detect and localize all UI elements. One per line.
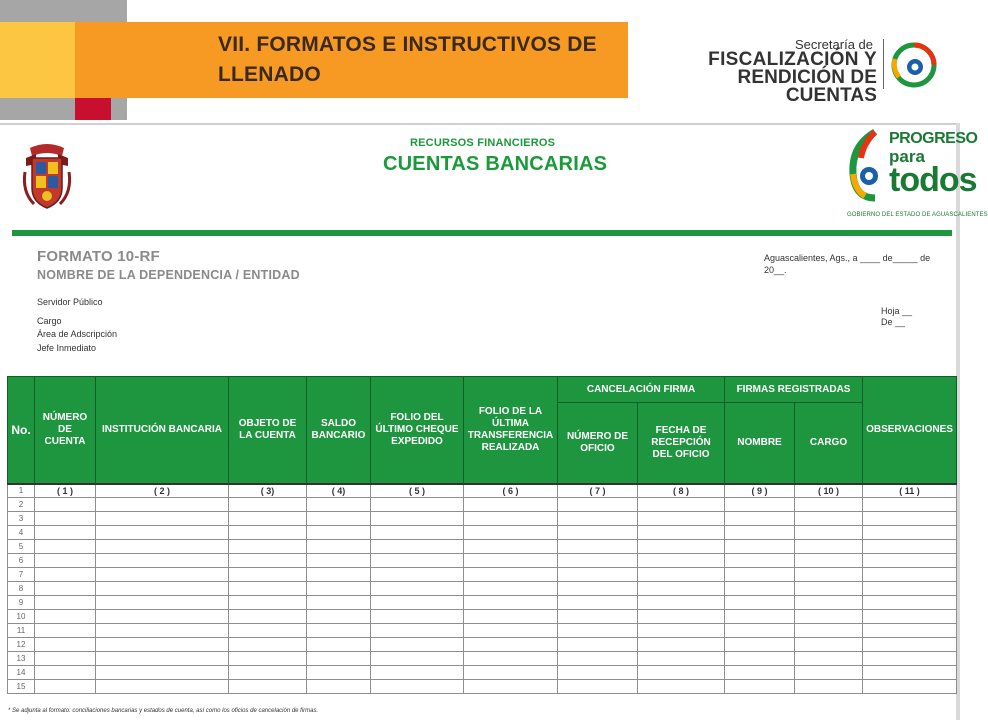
table-cell	[725, 568, 795, 582]
header-folio-transferencia: FOLIO DE LA ÚLTIMA TRANSFERENCIA REALIZADA	[464, 377, 558, 484]
table-row	[8, 484, 957, 498]
formato-label: FORMATO 10-RF	[37, 248, 160, 265]
table-cell	[863, 540, 957, 554]
column-reference: ( 4)	[307, 484, 371, 498]
table-cell	[96, 498, 229, 512]
header-numero-cuenta: NÚMERO DE CUENTA	[35, 377, 96, 484]
table-cell	[638, 652, 725, 666]
table-cell	[725, 624, 795, 638]
table-cell	[558, 540, 638, 554]
table-cell	[464, 526, 558, 540]
table-cell	[558, 512, 638, 526]
header-objeto: OBJETO DE LA CUENTA	[229, 377, 307, 484]
table-cell	[638, 596, 725, 610]
table-cell	[464, 554, 558, 568]
table-cell	[464, 652, 558, 666]
field-cargo: Cargo	[37, 316, 62, 326]
de-label: De __	[881, 317, 906, 327]
table-cell	[558, 582, 638, 596]
table-cell	[229, 596, 307, 610]
table-cell	[96, 638, 229, 652]
table-cell	[558, 610, 638, 624]
header-firmas: FIRMAS REGISTRADAS	[725, 377, 863, 403]
table-cell	[638, 498, 725, 512]
table-cell	[96, 526, 229, 540]
secretaria-logo	[645, 35, 945, 106]
table-cell	[371, 596, 464, 610]
secretaria-line2: RENDICIÓN DE CUENTAS	[737, 67, 877, 106]
table-cell	[795, 624, 863, 638]
table-cell	[725, 680, 795, 694]
table-row	[8, 512, 957, 526]
slide-title: VII. FORMATOS E INSTRUCTIVOS DE LLENADO	[218, 33, 597, 86]
table-cell	[725, 666, 795, 680]
table-cell	[229, 652, 307, 666]
table-cell	[35, 582, 96, 596]
table-cell	[863, 582, 957, 596]
table-cell	[229, 680, 307, 694]
table-cell	[229, 554, 307, 568]
table-cell	[863, 624, 957, 638]
green-divider	[12, 230, 952, 236]
table-cell	[96, 540, 229, 554]
column-reference: ( 8 )	[638, 484, 725, 498]
secretaria-line1: FISCALIZACIÓN Y	[708, 49, 877, 70]
table-cell	[795, 610, 863, 624]
table-cell	[558, 568, 638, 582]
table-cell	[863, 596, 957, 610]
table-cell	[638, 638, 725, 652]
header-institucion: INSTITUCIÓN BANCARIA	[96, 377, 229, 484]
table-cell	[35, 526, 96, 540]
place-date-line1: Aguascalientes, Ags., a ____ de_____ de	[764, 253, 931, 263]
document-top-border	[0, 123, 960, 125]
document-header-small: RECURSOS FINANCIEROS	[410, 137, 556, 149]
table-row	[8, 540, 957, 554]
table-cell	[558, 624, 638, 638]
table-cell	[371, 680, 464, 694]
table-cell	[725, 638, 795, 652]
table-cell	[229, 666, 307, 680]
table-cell	[795, 638, 863, 652]
table-cell	[229, 610, 307, 624]
place-date-line2: 20__.	[764, 265, 787, 275]
table-cell	[795, 666, 863, 680]
secretaria-label: Secretaría de	[794, 37, 873, 52]
table-row	[8, 624, 957, 638]
column-reference: ( 7 )	[558, 484, 638, 498]
table-cell	[229, 582, 307, 596]
table-cell	[307, 652, 371, 666]
table-cell	[464, 512, 558, 526]
table-cell	[307, 540, 371, 554]
table-cell	[307, 596, 371, 610]
column-reference: ( 5 )	[371, 484, 464, 498]
table-cell	[638, 512, 725, 526]
header-cargo: CARGO	[795, 403, 863, 484]
table-cell	[371, 498, 464, 512]
table-cell	[863, 666, 957, 680]
progreso-line3: todos	[889, 161, 977, 199]
column-reference: ( 3)	[229, 484, 307, 498]
table-row	[8, 610, 957, 624]
progreso-emblem-icon	[845, 128, 887, 203]
table-cell	[638, 554, 725, 568]
row-number: 11	[8, 624, 35, 638]
table-cell	[464, 568, 558, 582]
table-cell	[464, 624, 558, 638]
table-cell	[638, 666, 725, 680]
table-cell	[96, 568, 229, 582]
table-cell	[464, 596, 558, 610]
table-cell	[35, 610, 96, 624]
table-cell	[371, 666, 464, 680]
table-cell	[638, 568, 725, 582]
header-nombre: NOMBRE	[725, 403, 795, 484]
table-cell	[795, 596, 863, 610]
column-reference: ( 1 )	[35, 484, 96, 498]
table-cell	[371, 582, 464, 596]
table-cell	[35, 666, 96, 680]
cuentas-table	[7, 376, 957, 694]
table-cell	[725, 652, 795, 666]
row-number: 8	[8, 582, 35, 596]
table-cell	[464, 582, 558, 596]
table-cell	[35, 540, 96, 554]
table-cell	[307, 638, 371, 652]
table-cell	[35, 652, 96, 666]
table-cell	[307, 526, 371, 540]
table-cell	[371, 638, 464, 652]
table-cell	[638, 526, 725, 540]
table-cell	[229, 526, 307, 540]
field-jefe-inmediato: Jefe Inmediato	[37, 343, 97, 353]
table-cell	[35, 498, 96, 512]
table-cell	[795, 498, 863, 512]
table-row	[8, 498, 957, 512]
table-cell	[96, 610, 229, 624]
table-cell	[229, 638, 307, 652]
header-saldo: SALDO BANCARIO	[307, 377, 371, 484]
table-cell	[464, 540, 558, 554]
table-row	[8, 666, 957, 680]
table-cell	[558, 652, 638, 666]
header-observaciones: OBSERVACIONES	[863, 377, 957, 484]
table-cell	[638, 624, 725, 638]
table-cell	[96, 680, 229, 694]
table-cell	[35, 512, 96, 526]
table-row	[8, 582, 957, 596]
gobierno-label: GOBIERNO DEL ESTADO DE AGUASCALIENTES	[847, 212, 988, 218]
table-cell	[863, 526, 957, 540]
table-cell	[795, 526, 863, 540]
table-cell	[725, 610, 795, 624]
table-cell	[725, 512, 795, 526]
table-cell	[35, 596, 96, 610]
row-number: 3	[8, 512, 35, 526]
document-header-big: CUENTAS BANCARIAS	[383, 153, 608, 175]
place-date	[764, 252, 944, 276]
table-cell	[464, 638, 558, 652]
table-cell	[371, 610, 464, 624]
header-numero-oficio: NÚMERO DE OFICIO	[558, 403, 638, 484]
table-cell	[96, 512, 229, 526]
row-number: 5	[8, 540, 35, 554]
table-row	[8, 596, 957, 610]
progreso-logo	[845, 128, 988, 223]
table-cell	[863, 512, 957, 526]
table-cell	[371, 568, 464, 582]
row-number: 2	[8, 498, 35, 512]
table-row	[8, 554, 957, 568]
row-number: 15	[8, 680, 35, 694]
table-cell	[558, 554, 638, 568]
table-cell	[863, 568, 957, 582]
table-row	[8, 652, 957, 666]
table-cell	[725, 526, 795, 540]
table-cell	[229, 498, 307, 512]
table-cell	[863, 638, 957, 652]
table-row	[8, 568, 957, 582]
row-number: 14	[8, 666, 35, 680]
header-fecha-recepcion: FECHA DE RECEPCIÓN DEL OFICIO	[638, 403, 725, 484]
table-cell	[795, 540, 863, 554]
table-cell	[307, 680, 371, 694]
progreso-line2: para	[889, 147, 925, 166]
table-cell	[307, 666, 371, 680]
table-cell	[795, 568, 863, 582]
state-crest-icon	[22, 142, 72, 214]
column-reference: ( 10 )	[795, 484, 863, 498]
table-body	[8, 484, 957, 694]
table-cell	[558, 526, 638, 540]
table-cell	[725, 498, 795, 512]
table-cell	[863, 498, 957, 512]
table-cell	[96, 596, 229, 610]
table-cell	[229, 568, 307, 582]
table-cell	[863, 610, 957, 624]
table-cell	[35, 568, 96, 582]
table-cell	[558, 596, 638, 610]
table-cell	[464, 610, 558, 624]
table-cell	[307, 554, 371, 568]
column-reference: ( 9 )	[725, 484, 795, 498]
table-cell	[96, 554, 229, 568]
dependencia-label: NOMBRE DE LA DEPENDENCIA / ENTIDAD	[37, 268, 300, 282]
table-cell	[96, 666, 229, 680]
table-cell	[638, 540, 725, 554]
page-counter	[881, 306, 912, 328]
table-cell	[638, 582, 725, 596]
table-row	[8, 638, 957, 652]
table-cell	[638, 610, 725, 624]
deco-red-block	[75, 98, 111, 120]
table-cell	[96, 582, 229, 596]
row-number: 13	[8, 652, 35, 666]
table-cell	[35, 680, 96, 694]
hoja-label: Hoja __	[881, 306, 913, 316]
row-number: 7	[8, 568, 35, 582]
table-cell	[464, 680, 558, 694]
table-cell	[725, 554, 795, 568]
logo-divider	[883, 39, 884, 89]
row-number: 12	[8, 638, 35, 652]
row-number: 1	[8, 484, 35, 498]
table-cell	[795, 554, 863, 568]
progreso-line1: PROGRESO	[889, 130, 978, 147]
header-no: No.	[8, 377, 35, 484]
table-cell	[558, 498, 638, 512]
table-cell	[229, 540, 307, 554]
table-cell	[863, 554, 957, 568]
column-reference: ( 2 )	[96, 484, 229, 498]
footnote: * Se adjunta al formato: conciliaciones bancarias y estados de cuenta, así como los oficios de cancelación de firmas.	[8, 708, 319, 714]
table-cell	[558, 638, 638, 652]
field-servidor-publico: Servidor Público	[37, 297, 103, 307]
table-cell	[307, 582, 371, 596]
table-cell	[464, 666, 558, 680]
row-number: 9	[8, 596, 35, 610]
table-cell	[371, 624, 464, 638]
table-cell	[371, 512, 464, 526]
table-cell	[558, 666, 638, 680]
header-folio-cheque: FOLIO DEL ÚLTIMO CHEQUE EXPEDIDO	[371, 377, 464, 484]
table-row	[8, 680, 957, 694]
column-reference: ( 11 )	[863, 484, 957, 498]
table-cell	[229, 512, 307, 526]
table-cell	[464, 498, 558, 512]
table-cell	[35, 638, 96, 652]
table-cell	[96, 652, 229, 666]
table-cell	[307, 498, 371, 512]
table-cell	[558, 680, 638, 694]
table-cell	[638, 680, 725, 694]
table-cell	[371, 554, 464, 568]
table-cell	[725, 540, 795, 554]
table-cell	[229, 624, 307, 638]
deco-yellow-block	[0, 22, 75, 98]
table-cell	[371, 652, 464, 666]
table-cell	[35, 554, 96, 568]
table-cell	[795, 582, 863, 596]
table-cell	[307, 624, 371, 638]
header-cancelacion: CANCELACIÓN FIRMA	[558, 377, 725, 403]
column-reference: ( 6 )	[464, 484, 558, 498]
table-cell	[307, 610, 371, 624]
row-number: 4	[8, 526, 35, 540]
table-row	[8, 526, 957, 540]
table-cell	[307, 512, 371, 526]
table-cell	[35, 624, 96, 638]
table-cell	[795, 652, 863, 666]
table-cell	[96, 624, 229, 638]
row-number: 6	[8, 554, 35, 568]
table-cell	[795, 512, 863, 526]
table-cell	[371, 540, 464, 554]
secretaria-emblem-icon	[889, 37, 939, 89]
table-cell	[371, 526, 464, 540]
table-cell	[307, 568, 371, 582]
table-cell	[795, 680, 863, 694]
row-number: 10	[8, 610, 35, 624]
table-cell	[725, 582, 795, 596]
table-cell	[863, 652, 957, 666]
table-cell	[863, 680, 957, 694]
table-cell	[725, 596, 795, 610]
field-area-adscripcion: Área de Adscripción	[37, 329, 118, 339]
